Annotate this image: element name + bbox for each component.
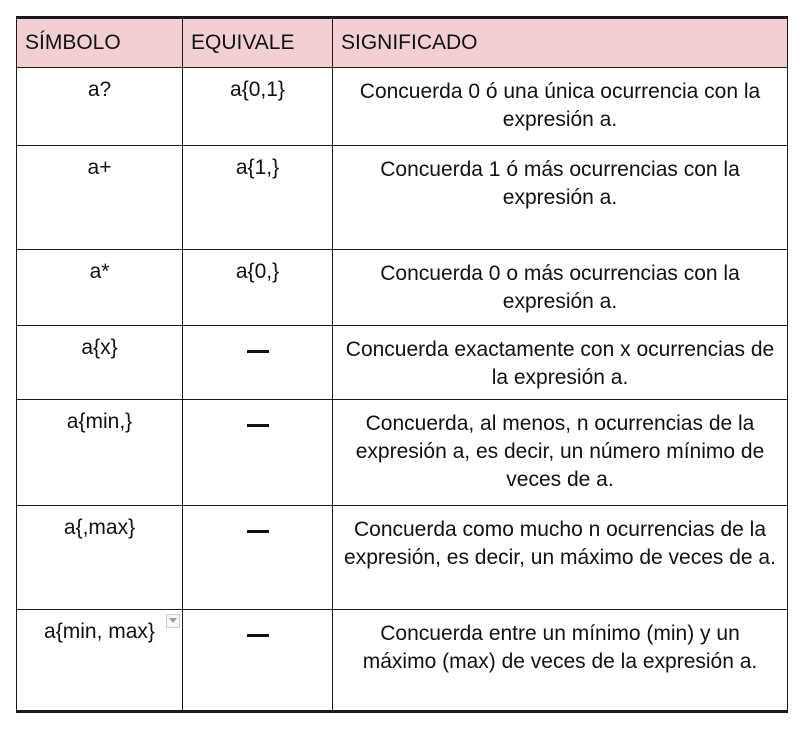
- header-meaning: SIGNIFICADO: [333, 18, 788, 68]
- meaning-cell: Concuerda 0 ó una única ocurrencia con la expresión a.: [333, 68, 788, 146]
- equivalent-cell: [183, 610, 333, 712]
- equivalent-cell: a{0,1}: [183, 68, 333, 146]
- meaning-cell: Concuerda como mucho n ocurrencias de la expresión, es decir, un máximo de veces de a.: [333, 506, 788, 610]
- meaning-cell: Concuerda entre un mínimo (min) y un máximo (max) de veces de la expresión a.: [333, 610, 788, 712]
- equivalent-cell: [183, 506, 333, 610]
- header-equivalent: EQUIVALE: [183, 18, 333, 68]
- symbol-cell: a+: [17, 146, 183, 250]
- header-symbol: SÍMBOLO: [17, 18, 183, 68]
- equivalent-cell: a{0,}: [183, 250, 333, 326]
- dash-icon: [247, 530, 269, 533]
- symbol-cell: a{x}: [17, 326, 183, 400]
- table-row: [17, 400, 788, 506]
- table-row: [17, 326, 788, 400]
- header-row: [17, 18, 788, 68]
- table-row: [17, 250, 788, 326]
- meaning-cell: Concuerda 0 o más ocurrencias con la expresión a.: [333, 250, 788, 326]
- table-row: [17, 610, 788, 712]
- symbol-cell: a{,max}: [17, 506, 183, 610]
- dropdown-arrow-icon[interactable]: [166, 614, 180, 628]
- equivalent-cell: [183, 326, 333, 400]
- meaning-cell: Concuerda 1 ó más ocurrencias con la expresión a.: [333, 146, 788, 250]
- equivalent-cell: a{1,}: [183, 146, 333, 250]
- meaning-cell: Concuerda exactamente con x ocurrencias de la expresión a.: [333, 326, 788, 400]
- symbol-cell: a{min, max}: [17, 610, 183, 712]
- dash-icon: [247, 634, 269, 637]
- table-row: [17, 68, 788, 146]
- meaning-cell: Concuerda, al menos, n ocurrencias de la expresión a, es decir, un número mínimo de veces de a.: [333, 400, 788, 506]
- regex-quantifier-table: [16, 16, 788, 713]
- symbol-cell: a?: [17, 68, 183, 146]
- table-row: [17, 146, 788, 250]
- symbol-cell: a*: [17, 250, 183, 326]
- dash-icon: [247, 424, 269, 427]
- table-row: [17, 506, 788, 610]
- symbol-cell: a{min,}: [17, 400, 183, 506]
- equivalent-cell: [183, 400, 333, 506]
- dash-icon: [247, 350, 269, 353]
